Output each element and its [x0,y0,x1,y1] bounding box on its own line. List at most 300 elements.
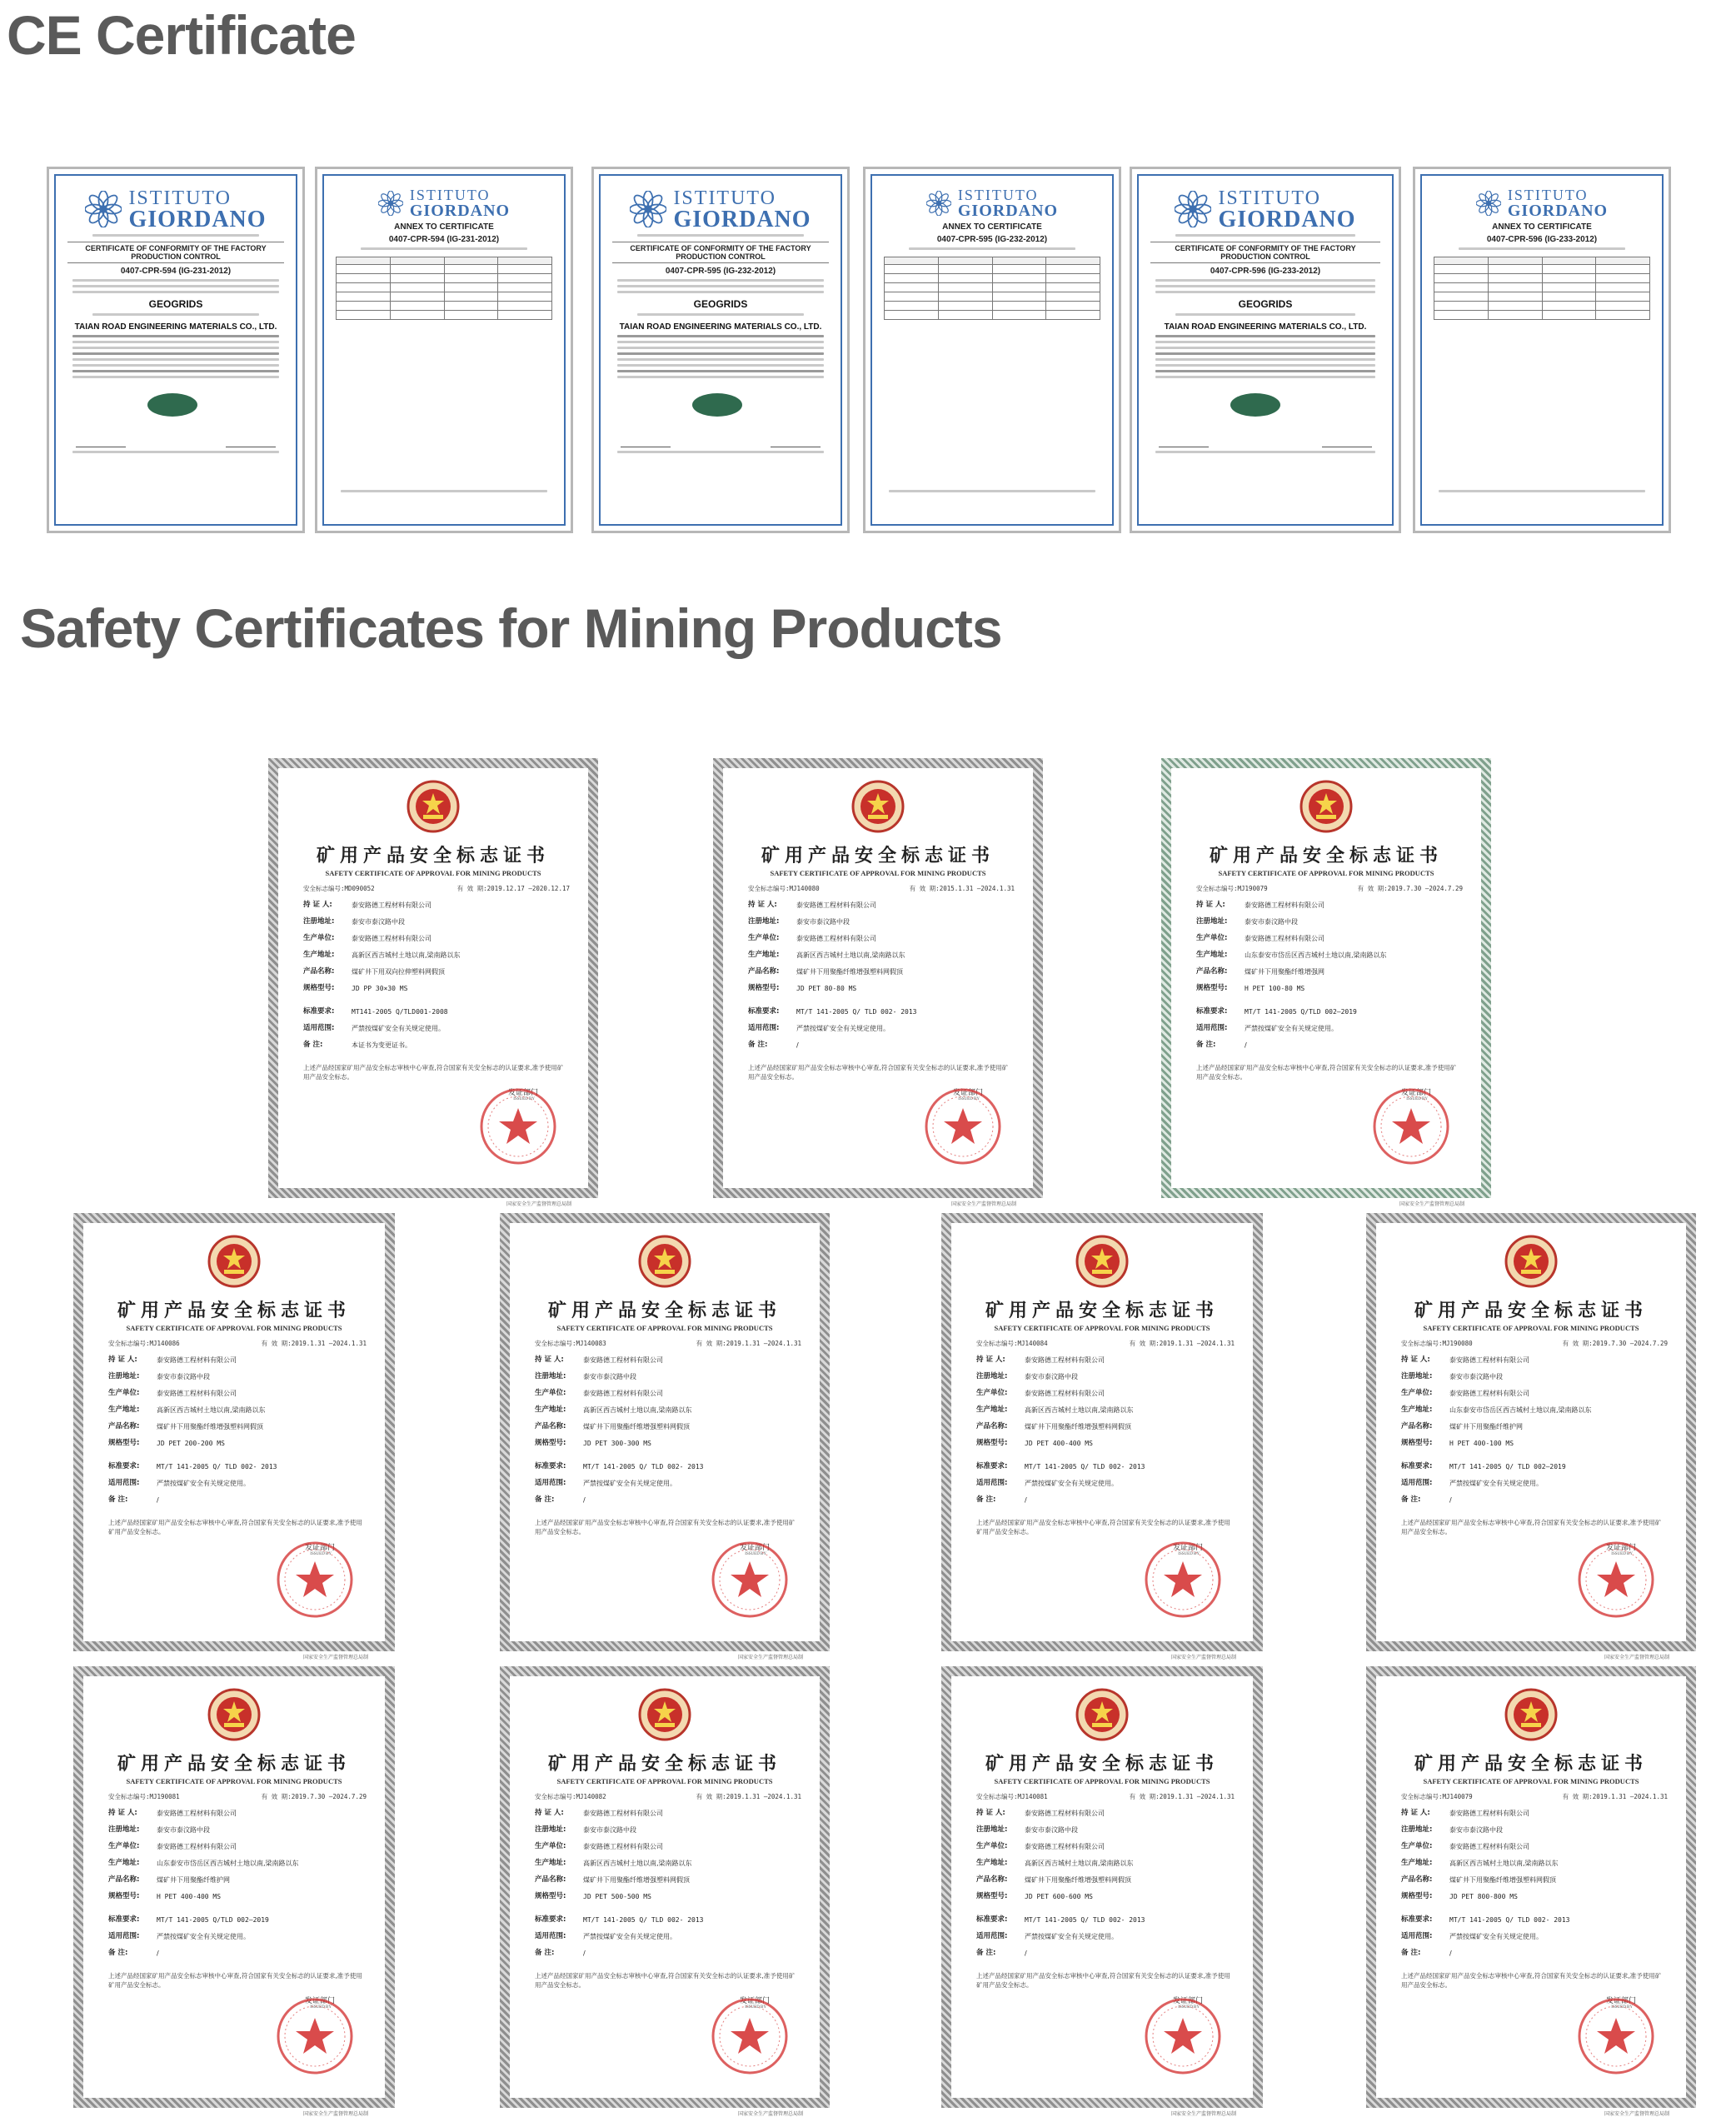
registered-address [278,916,588,927]
text-line [637,313,804,316]
signature-block [612,438,829,447]
validity-value: 2019.7.30 —2024.7.29 [1387,885,1463,892]
certification-note: 上述产品经国家矿用产品安全标志审核中心审查,符合国家有关安全标志的认证要求,准予使用矿用产品安全标志。 [976,1972,1230,1989]
certificate-holder-label: 持 证 人: [535,1809,564,1817]
application-range-label: 适用范围: [535,1932,566,1940]
remarks [951,1948,1253,1959]
remarks-value: / [1025,1950,1027,1957]
english-caption [1171,1017,1481,1023]
registered-address-label: 注册地址: [303,917,335,926]
logo-wordmark [1218,187,1355,231]
standard [510,1461,820,1472]
validity-label: 有 效 期: [1562,1793,1593,1800]
mining-safety-certificate[interactable] [1366,1213,1696,1651]
remarks-value: / [1025,1496,1027,1504]
type-model-label: 规格型号: [535,1892,566,1900]
production-address [83,1405,385,1415]
certificate-heading: CERTIFICATE OF CONFORMITY OF THE FACTORY PRODUCTION CONTROL [1150,242,1380,263]
english-caption [1376,1819,1686,1825]
company-name: TAIAN ROAD ENGINEERING MATERIALS CO., LTD. [74,322,277,332]
standard-label: 标准要求: [535,1462,566,1470]
approval-number-label: 安全标志编号: [1401,1340,1443,1347]
logo-wordmark [410,187,510,219]
remarks-label: 备 注: [1401,1495,1421,1504]
type-model-label: 规格型号: [108,1892,140,1900]
text-line [92,234,259,237]
certificate-subtitle: SAFETY CERTIFICATE OF APPROVAL FOR MINING PRODUCTS [126,1777,342,1785]
application-range-label: 适用范围: [976,1932,1008,1940]
mining-safety-certificate[interactable] [268,758,598,1198]
text-line [1155,335,1375,337]
english-caption [83,1505,385,1511]
certificate-holder-value: 泰安路德工程材料有限公司 [583,1356,663,1364]
remarks-label: 备 注: [976,1495,996,1504]
english-caption [278,1017,588,1023]
english-caption [951,1432,1253,1438]
validity-label: 有 效 期: [696,1793,726,1800]
ce-certificate-document[interactable] [591,167,850,533]
certificate-subtitle: SAFETY CERTIFICATE OF APPROVAL FOR MINING PRODUCTS [1218,869,1434,877]
standard-label: 标准要求: [976,1462,1008,1470]
issuer: 发证部门 [739,1997,770,2005]
blank-area [336,320,552,487]
type-model [510,1891,820,1902]
manufacturer [510,1388,820,1399]
remarks-label: 备 注: [748,1041,768,1049]
mining-safety-certificate[interactable] [73,1666,395,2108]
approval-number [976,1339,1048,1349]
manufacturer [1171,933,1481,944]
ce-annex-document[interactable] [315,167,573,533]
english-caption [278,911,588,916]
approval-meta [83,1339,385,1349]
production-address-label: 生产地址: [535,1406,566,1414]
application-range [83,1478,385,1489]
annex-heading: ANNEX TO CERTIFICATE [394,222,494,232]
logo-wordmark [958,187,1058,219]
remarks-value: / [1245,1041,1247,1049]
certificate-holder-label: 持 证 人: [976,1809,1005,1817]
red-official-stamp-icon [1369,1085,1453,1168]
annex-heading: ANNEX TO CERTIFICATE [1492,222,1592,232]
company-name: TAIAN ROAD ENGINEERING MATERIALS CO., LTD. [619,322,822,332]
english-caption [1376,1852,1686,1858]
english-caption [83,1399,385,1405]
certificate-footer: 国家安全生产监督管理总局制 [738,1655,804,1660]
english-caption [278,927,588,933]
english-caption [951,1505,1253,1511]
remarks [1376,1495,1686,1505]
remarks-label: 备 注: [535,1949,555,1957]
english-caption [723,1017,1033,1023]
certificate-title: 矿用产品安全标志证书 [117,1753,351,1775]
registered-address [951,1371,1253,1382]
manufacturer-label: 生产单位: [108,1389,140,1397]
ce-annex-document[interactable] [863,167,1121,533]
validity-label: 有 效 期: [1562,1340,1593,1347]
issuer: 发证部门 [1605,1544,1636,1552]
application-range-label: 适用范围: [1401,1479,1433,1487]
text-line [72,358,279,361]
logo-line-1: ISTITUTO [1507,187,1589,203]
text-line [1155,291,1375,293]
english-caption [723,894,1033,900]
product-name-value: 煤矿井下用聚酯纤维护网 [1449,1423,1523,1430]
certificate-holder-value: 泰安路德工程材料有限公司 [1245,901,1324,909]
manufacturer-value: 泰安路德工程材料有限公司 [1025,1843,1105,1850]
english-caption [510,1885,820,1891]
certificate-number: 0407-CPR-596 (IG-233-2012) [1486,235,1598,244]
english-caption [951,1885,1253,1891]
type-model-label: 规格型号: [976,1892,1008,1900]
issuer: 发证部门 [1172,1997,1203,2005]
manufacturer-label: 生产单位: [535,1389,566,1397]
registered-address-value: 泰安市泰汶路中段 [796,918,850,926]
logo-line-1: ISTITUTO [673,187,776,209]
safety-emblem-icon [207,1688,261,1741]
type-model-value: JD PET 600-600 MS [1025,1893,1093,1900]
manufacturer [723,933,1033,944]
certificate-holder [723,900,1033,911]
english-caption [83,1366,385,1371]
manufacturer-value: 泰安路德工程材料有限公司 [796,935,876,942]
mining-safety-certificate[interactable] [713,758,1043,1198]
registered-address-value: 泰安市泰汶路中段 [1449,1826,1503,1834]
certificate-holder-value: 泰安路德工程材料有限公司 [157,1810,237,1817]
production-address-value: 高新区西吉城村土地以南,梁南路以东 [157,1406,266,1414]
standard-value: MT/T 141-2005 Q/ TLD 002- 2013 [583,1463,704,1470]
english-caption [951,1366,1253,1371]
remarks [278,1040,588,1051]
product-name-value: 煤矿井下用双向拉伸塑料网假顶 [352,968,445,976]
type-model-label: 规格型号: [108,1439,140,1447]
application-range-value: 严禁按煤矿安全有关规定使用。 [1449,1480,1543,1487]
approval-number [535,1792,606,1802]
manufacturer-value: 泰安路德工程材料有限公司 [352,935,432,942]
english-caption [83,1852,385,1858]
english-caption [510,1399,820,1405]
text-line [1155,347,1375,349]
manufacturer-label: 生产单位: [1401,1389,1433,1397]
manufacturer-value: 泰安路德工程材料有限公司 [583,1390,663,1397]
english-caption [723,1034,1033,1040]
validity-label: 有 效 期: [1129,1340,1160,1347]
approval-number-value: MJ140080 [789,885,820,892]
english-caption [510,1959,820,1965]
approval-meta [1171,884,1481,894]
english-caption [83,1869,385,1875]
text-line [72,376,279,378]
type-model-label: 规格型号: [1196,984,1228,992]
registered-address-value: 泰安市泰汶路中段 [352,918,405,926]
certificate-footer: 国家安全生产监督管理总局制 [1399,1201,1465,1207]
approval-number-label: 安全标志编号: [108,1340,150,1347]
english-caption [1171,944,1481,950]
manufacturer [951,1388,1253,1399]
registered-address-label: 注册地址: [535,1372,566,1381]
english-caption [1171,1051,1481,1056]
type-model [83,1891,385,1902]
english-caption [510,1835,820,1841]
application-range-value: 严禁按煤矿安全有关规定使用。 [352,1025,445,1032]
footer-line [617,451,824,453]
application-range [1376,1931,1686,1942]
standard-label: 标准要求: [108,1915,140,1924]
validity-label: 有 效 期: [696,1340,726,1347]
approval-number-value: MD090052 [344,885,375,892]
mining-safety-certificate[interactable] [941,1666,1263,2108]
english-caption [278,961,588,966]
logo-line-1: ISTITUTO [128,187,232,209]
red-official-stamp-icon [476,1085,560,1168]
type-model [278,983,588,994]
manufacturer-value: 泰安路德工程材料有限公司 [1245,935,1324,942]
remarks [1171,1040,1481,1051]
approval-meta [951,1792,1253,1802]
text-line [72,352,279,355]
safety-emblem-icon [1504,1235,1558,1288]
certificate-subtitle: SAFETY CERTIFICATE OF APPROVAL FOR MINING PRODUCTS [556,1324,773,1332]
english-caption [951,1449,1253,1455]
certificate-holder-value: 泰安路德工程材料有限公司 [352,901,432,909]
english-caption [510,1505,820,1511]
certificate-holder [1376,1355,1686,1366]
signature [226,438,276,447]
validity-value: 2019.1.31 —2024.1.31 [291,1340,367,1347]
text-line [1155,285,1375,287]
certificate-footer: 国家安全生产监督管理总局制 [1171,2111,1237,2117]
approval-meta [1376,1339,1686,1349]
red-official-stamp-icon [708,1538,791,1621]
registered-address-label: 注册地址: [748,917,780,926]
ce-certificate-document[interactable] [47,167,305,533]
product-name [951,1875,1253,1885]
application-range-value: 严禁按煤矿安全有关规定使用。 [157,1933,250,1940]
type-model-value: JD PET 400-400 MS [1025,1440,1093,1447]
english-caption [951,1349,1253,1355]
manufacturer-value: 泰安路德工程材料有限公司 [1025,1390,1105,1397]
certificate-holder-label: 持 证 人: [108,1356,137,1364]
certificate-logo [336,187,552,219]
product-name-value: 煤矿井下用聚酯纤维增强网 [1245,968,1324,976]
issuer-english: ISSUED BY [745,2005,766,2010]
text-line [72,285,279,287]
english-caption [83,1835,385,1841]
approval-number-label: 安全标志编号: [535,1340,576,1347]
certificate-heading: CERTIFICATE OF CONFORMITY OF THE FACTORY PRODUCTION CONTROL [612,242,829,263]
production-address-value: 高新区西吉城村土地以南,梁南路以东 [583,1406,692,1414]
certificate-holder [83,1355,385,1366]
safety-emblem-icon [1300,780,1353,833]
type-model-value: H PET 100-80 MS [1245,985,1305,992]
english-caption [951,1959,1253,1965]
validity-label: 有 效 期: [909,885,940,892]
ce-certificate-document[interactable] [1130,167,1401,533]
type-model-value: JD PP 30×30 MS [352,985,408,992]
issuer: 发证部门 [507,1089,538,1097]
registered-address-value: 泰安市泰汶路中段 [1025,1826,1078,1834]
product-name-value: 煤矿井下用聚酯纤维增强塑料网假顶 [157,1423,263,1430]
footer-line [341,490,547,492]
english-caption [83,1415,385,1421]
english-caption [510,1852,820,1858]
type-model [1171,983,1481,994]
english-caption [951,1399,1253,1405]
approval-meta [510,1339,820,1349]
standard-label: 标准要求: [1401,1462,1433,1470]
approval-number-value: MJ140081 [1017,1793,1048,1800]
standard-value: MT/T 141-2005 Q/ TLD 002- 2013 [1449,1916,1570,1924]
application-range-label: 适用范围: [748,1024,780,1032]
certificate-holder-value: 泰安路德工程材料有限公司 [1449,1356,1529,1364]
ce-annex-document[interactable] [1413,167,1671,533]
text-line [361,247,527,250]
english-caption [1171,994,1481,1000]
mining-safety-certificate[interactable] [1366,1666,1696,2108]
mining-safety-certificate[interactable] [73,1213,395,1651]
issuer: 发证部门 [1400,1089,1431,1097]
registered-address-label: 注册地址: [1401,1825,1433,1834]
validity-label: 有 效 期: [261,1340,292,1347]
standard [951,1915,1253,1925]
application-range-value: 严禁按煤矿安全有关规定使用。 [583,1480,676,1487]
approval-number [108,1339,180,1349]
mining-safety-certificate[interactable] [500,1213,830,1651]
text-line [1459,247,1625,250]
application-range [278,1023,588,1034]
manufacturer-value: 泰安路德工程材料有限公司 [157,1843,237,1850]
english-caption [723,961,1033,966]
remarks-value: 本证书为变更证书。 [352,1041,412,1049]
certificate-frame [322,174,566,526]
text-line [617,352,824,355]
text-line [617,358,824,361]
mining-safety-certificate[interactable] [500,1666,830,2108]
product-name [1376,1421,1686,1432]
type-model [510,1438,820,1449]
certificate-footer: 国家安全生产监督管理总局制 [951,1201,1017,1207]
registered-address-value: 泰安市泰汶路中段 [583,1826,636,1834]
safety-emblem-icon [638,1688,691,1741]
approval-meta [1376,1792,1686,1802]
spacer [951,1455,1253,1461]
signature [1159,438,1209,447]
registered-address [1171,916,1481,927]
application-range-value: 严禁按煤矿安全有关规定使用。 [796,1025,890,1032]
validity-label: 有 效 期: [1357,885,1388,892]
approval-number-value: MJ140079 [1442,1793,1473,1800]
text-line [1155,279,1375,282]
remarks-label: 备 注: [303,1041,323,1049]
production-address [951,1858,1253,1869]
english-caption [83,1959,385,1965]
issuer-english: ISSUED BY [310,2005,332,2010]
remarks-value: / [796,1041,799,1049]
spacer [83,1908,385,1915]
certificate-subtitle: SAFETY CERTIFICATE OF APPROVAL FOR MINING PRODUCTS [556,1777,773,1785]
certificate-title: 矿用产品安全标志证书 [761,845,995,866]
validity-period [1358,884,1463,894]
english-caption [510,1942,820,1948]
text-line [617,347,824,349]
certificate-subtitle: SAFETY CERTIFICATE OF APPROVAL FOR MINING PRODUCTS [325,869,541,877]
text-line [1155,370,1375,372]
certificate-logo [1150,187,1380,231]
certificate-holder [951,1808,1253,1819]
approval-number-value: MJ190080 [1442,1340,1473,1347]
validity-period [262,1339,367,1349]
approval-number-label: 安全标志编号: [748,885,790,892]
product-table [336,257,552,320]
type-model-value: JD PET 80-80 MS [796,985,857,992]
mining-safety-certificate[interactable] [941,1213,1263,1651]
registered-address [723,916,1033,927]
mining-safety-certificate[interactable] [1161,758,1491,1198]
application-range-label: 适用范围: [1196,1024,1228,1032]
red-official-stamp-icon [921,1085,1005,1168]
certificate-holder-label: 持 证 人: [976,1356,1005,1364]
english-caption [951,1819,1253,1825]
product-name-label: 产品名称: [748,967,780,976]
standard [1376,1915,1686,1925]
product-name [951,1421,1253,1432]
text-line [617,364,824,367]
standard-value: MT/T 141-2005 Q/TLD 002—2019 [157,1916,269,1924]
type-model [83,1438,385,1449]
application-range-label: 适用范围: [1401,1932,1433,1940]
english-caption [1376,1415,1686,1421]
issuer: 发证部门 [304,1544,335,1552]
signature [1322,438,1372,447]
approval-number-label: 安全标志编号: [1196,885,1238,892]
application-range [723,1023,1033,1034]
type-model-label: 规格型号: [1401,1892,1433,1900]
certificate-holder-value: 泰安路德工程材料有限公司 [1449,1810,1529,1817]
remarks [510,1495,820,1505]
production-address-label: 生产地址: [976,1859,1008,1867]
product-name [510,1421,820,1432]
text-line [617,279,824,282]
remarks-label: 备 注: [1196,1041,1216,1049]
english-caption [1171,927,1481,933]
validity-value: 2019.1.31 —2024.1.31 [726,1793,801,1800]
product-name-value: 煤矿井下用聚酯纤维增强塑料网假顶 [583,1876,690,1884]
type-model-value: JD PET 200-200 MS [157,1440,225,1447]
signature-block [67,438,284,447]
validity-period [457,884,570,894]
standard-value: MT/T 141-2005 Q/ TLD 002- 2013 [1025,1916,1145,1924]
registered-address-value: 泰安市泰汶路中段 [157,1826,210,1834]
remarks-value: / [583,1496,586,1504]
standard-value: MT/T 141-2005 Q/ TLD 002- 2013 [796,1008,917,1016]
approval-number-label: 安全标志编号: [976,1793,1018,1800]
text-line [617,335,824,337]
certificate-holder-label: 持 证 人: [303,901,332,909]
production-address [510,1405,820,1415]
application-range-value: 严禁按煤矿安全有关规定使用。 [1025,1933,1118,1940]
production-address-label: 生产地址: [108,1406,140,1414]
production-address-value: 高新区西吉城村土地以南,梁南路以东 [583,1860,692,1867]
production-address-label: 生产地址: [108,1859,140,1867]
approval-number-value: MJ190079 [1237,885,1268,892]
logo-wordmark [128,187,266,231]
issuer-english: ISSUED BY [513,1097,535,1101]
product-name-value: 煤矿井下用聚酯纤维增强塑料网假顶 [1449,1876,1556,1884]
standard-value: MT141-2005 Q/TLD001-2008 [352,1008,448,1016]
text-line [617,341,824,343]
production-address-label: 生产地址: [1196,951,1228,959]
remarks-label: 备 注: [108,1949,128,1957]
